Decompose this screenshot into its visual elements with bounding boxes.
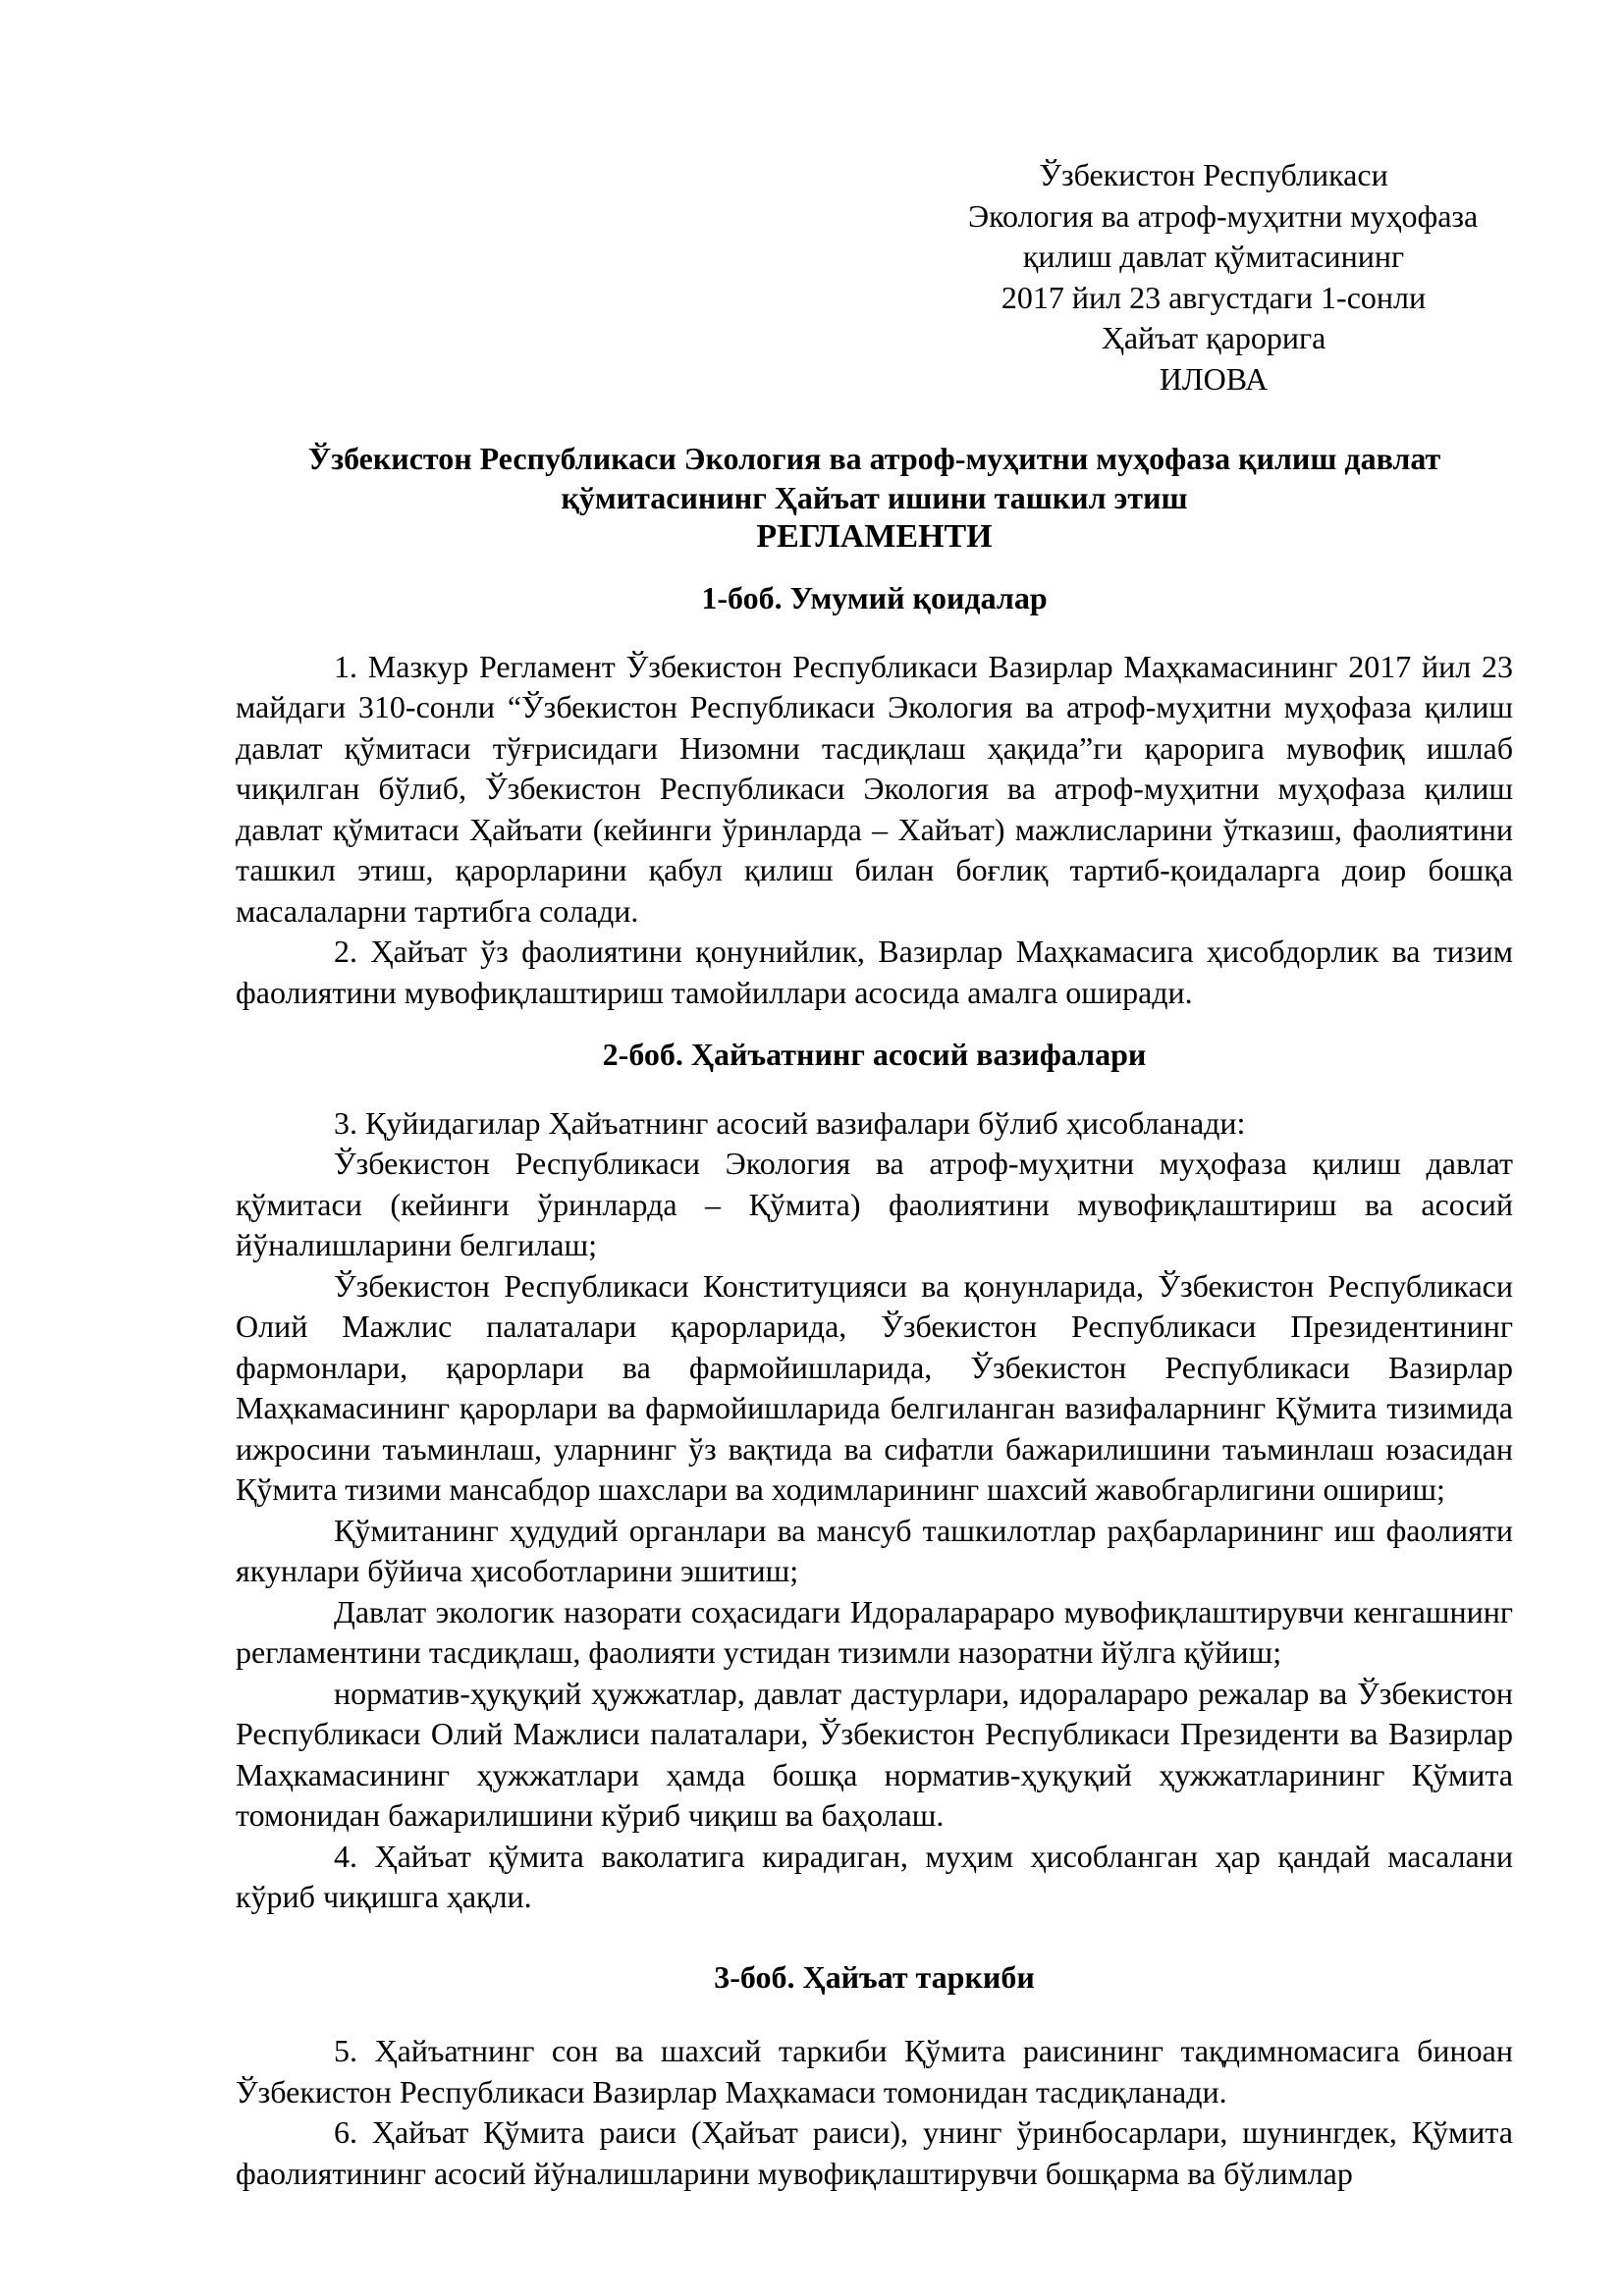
paragraph: 1. Мазкур Регламент Ўзбекистон Республикаси Вазирлар Маҳкамасининг 2017 йил 23 майдаги 310-сонли “Ўзбекистон Республикаси Экология ва атроф-муҳитни муҳофаза қилиш давлат қўмитаси тўғрисидаги Низомни тасдиқлаш ҳақида”ги қарорига мувофиқ ишлаб чиқилган бўлиб, Ўзбекистон Республикаси Экология ва атроф-муҳитни муҳофаза қилиш давлат қўмитаси Ҳайъати (кейинги ўринларда – Хайъат) мажлисларини ўтказиш, фаолиятини ташкил этиш, қарорларини қабул қилиш билан боғлиқ тартиб-қоидаларга доир бошқа масалаларни тартибга солади.	[236, 648, 1513, 929]
appendix-line: Экология ва атроф-муҳитни муҳофаза	[968, 197, 1479, 234]
appendix-line: қилиш давлат қўмитасининг	[1022, 239, 1405, 274]
chapter-1-heading: 1-боб. Умумий қоидалар	[701, 580, 1048, 615]
appendix-line: Ўзбекистон Республикаси	[1039, 157, 1388, 192]
title-line-2: қўмитасининг Ҳайъат ишини ташкил этиш	[561, 480, 1188, 515]
paragraph: Ўзбекистон Республикаси Экология ва атроф-муҳитни муҳофаза қилиш давлат қўмитаси (кейинги ўринларда – Қўмита) фаолиятини мувофиқлаштириш ва асосий йўналишларини белгилаш;	[236, 1146, 1513, 1262]
appendix-line: ИЛОВА	[1159, 360, 1269, 397]
appendix-line: 2017 йил 23 августдаги 1-сонли	[1001, 279, 1427, 315]
title-line-1: Ўзбекистон Республикаси Экология ва атроф-муҳитни муҳофаза қилиш давлат	[307, 441, 1441, 476]
appendix-line: Ҳайъат қарорига	[1101, 320, 1326, 355]
appendix-block	[968, 155, 1479, 400]
paragraph: Қўмитанинг ҳудудий органлари ва мансуб ташкилотлар раҳбарларининг иш фаолияти якунлари бўйича ҳисоботларини эшитиш;	[236, 1512, 1513, 1588]
paragraph: 5. Ҳайъатнинг сон ва шахсий таркиби Қўмита раисининг тақдимномасига биноан Ўзбекистон Республикаси Вазирлар Маҳкамаси томонидан тасдиқланади.	[236, 2033, 1513, 2109]
paragraph: Давлат экологик назорати соҳасидаги Идораларараро мувофиқлаштирувчи кенгашнинг регламентини тасдиқлаш, фаолияти устидан тизимли назоратни йўлга қўйиш;	[236, 1593, 1513, 1670]
document-title	[236, 439, 1513, 557]
paragraph: 3. Қуйидагилар Ҳайъатнинг асосий вазифалари бўлиб ҳисобланади:	[334, 1104, 1246, 1141]
paragraph: 2. Ҳайъат ўз фаолиятини қонунийлик, Вазирлар Маҳкамасига ҳисобдорлик ва тизим фаолиятини мувофиқлаштириш тамойиллари асосида амалга оширади.	[236, 934, 1513, 1010]
paragraph: 4. Ҳайъат қўмита ваколатига кирадиган, муҳим ҳисобланган ҳар қандай масалани кўриб чиқишга ҳақли.	[236, 1838, 1513, 1914]
paragraph: 6. Ҳайъат Қўмита раиси (Ҳайъат раиси), унинг ўринбосарлари, шунингдек, Қўмита фаолиятининг асосий йўналишларини мувофиқлаштирувчи бошқарма ва бўлимлар	[236, 2114, 1513, 2191]
chapter-3-heading: 3-боб. Ҳайъат таркиби	[714, 1958, 1035, 1995]
paragraph: Ўзбекистон Республикаси Конституцияси ва қонунларида, Ўзбекистон Республикаси Олий Мажлис палаталари қарорларида, Ўзбекистон Республикаси Президентининг фармонлари, қарорлари ва фармойишларида, Ўзбекистон Республикаси Вазирлар Маҳкамасининг қарорлари ва фармойишларида белгиланган вазифаларнинг Қўмита тизимида ижросини таъминлаш, уларнинг ўз вақтида ва сифатли бажарилишини таъминлаш юзасидан Қўмита тизими мансабдор шахслари ва ходимларининг шахсий жавобгарлигини ошириш;	[236, 1267, 1513, 1507]
paragraph: норматив-ҳуқуқий ҳужжатлар, давлат дастурлари, идоралараро режалар ва Ўзбекистон Республикаси Олий Мажлиси палаталари, Ўзбекистон Республикаси Президенти ва Вазирлар Маҳкамасининг ҳужжатлари ҳамда бошқа норматив-ҳуқуқий ҳужжатларининг Қўмита томонидан бажарилишини кўриб чиқиш ва баҳолаш.	[236, 1675, 1513, 1833]
title-line-3: РЕГЛАМЕНТИ	[756, 518, 993, 555]
chapter-2-heading: 2-боб. Ҳайъатнинг асосий вазифалари	[602, 1037, 1147, 1072]
